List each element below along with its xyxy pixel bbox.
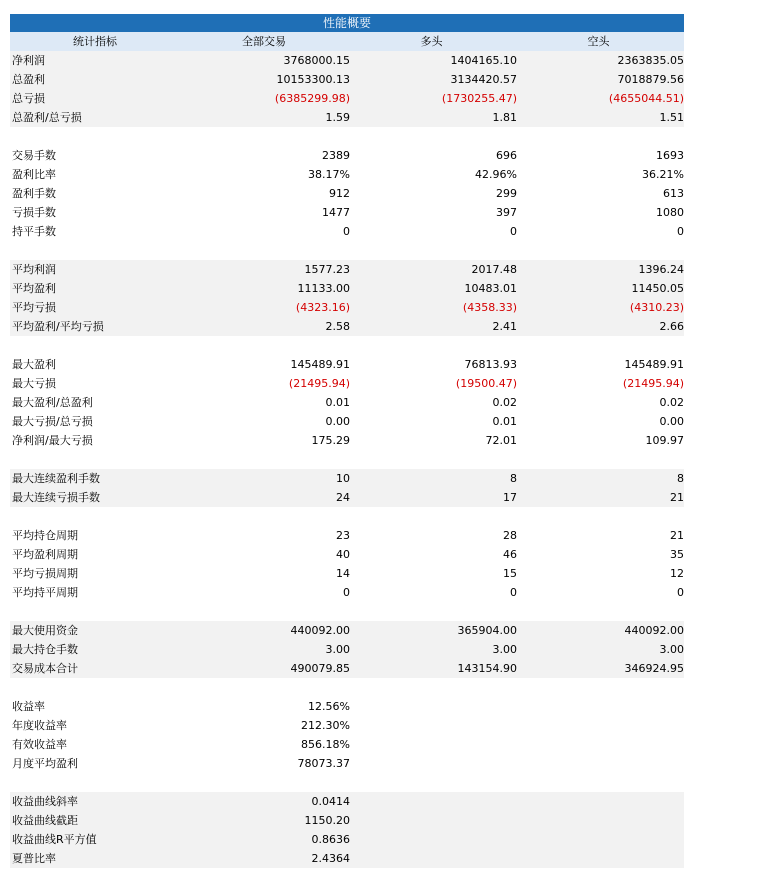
short-value [517,830,684,849]
all-trades-value: 0.00 [325,415,350,428]
table-row [10,849,684,868]
table-row [10,70,684,89]
spacer-row [10,507,684,526]
table-row [10,545,684,564]
short-value: 109.97 [645,434,684,447]
long-value: 42.96% [475,168,517,181]
all-trades-value: 0 [343,586,350,599]
row-label: 有效收益率 [12,738,67,751]
table-row [10,393,684,412]
all-trades-value: 0 [343,225,350,238]
short-value [517,849,684,868]
all-trades-value: 1477 [322,206,350,219]
header-all-trades: 全部交易 [242,35,286,48]
row-label: 持平手数 [12,225,56,238]
long-value: 2.41 [492,320,517,333]
short-value: (4655044.51) [608,92,684,105]
long-value: 76813.93 [464,358,517,371]
table-row [10,735,684,754]
all-trades-value: 175.29 [311,434,350,447]
row-label: 平均亏损 [12,301,56,314]
row-label: 最大盈利 [12,358,56,371]
table-row [10,488,684,507]
table-row [10,89,684,108]
row-label: 平均盈利 [12,282,56,295]
long-value [350,735,517,754]
long-value: 0 [510,586,517,599]
short-value [517,735,684,754]
long-value: 8 [510,472,517,485]
all-trades-value: 0.01 [325,396,350,409]
row-label: 总亏损 [12,92,45,105]
table-row [10,260,684,279]
row-label: 净利润 [12,54,45,67]
short-value: 21 [670,491,684,504]
all-trades-value: 145489.91 [290,358,350,371]
short-value: 145489.91 [624,358,684,371]
all-trades-value: 1150.20 [304,814,350,827]
table-row [10,146,684,165]
all-trades-value: (6385299.98) [274,92,350,105]
row-label: 收益率 [12,700,45,713]
all-trades-value: 0.0414 [311,795,350,808]
long-value: 397 [496,206,517,219]
table-row [10,621,684,640]
all-trades-value: 3.00 [325,643,350,656]
all-trades-value: 440092.00 [290,624,350,637]
all-trades-value: 24 [336,491,350,504]
table-row [10,317,684,336]
short-value: 11450.05 [631,282,684,295]
long-value [350,849,517,868]
all-trades-value: 0.8636 [311,833,350,846]
row-label: 盈利手数 [12,187,56,200]
short-value: 1693 [656,149,684,162]
spacer-row [10,602,684,621]
spacer-row [10,773,684,792]
all-trades-value: 40 [336,548,350,561]
all-trades-value: 14 [336,567,350,580]
all-trades-value: 1.59 [325,111,350,124]
long-value: 72.01 [485,434,517,447]
all-trades-value: 1577.23 [304,263,350,276]
long-value [350,716,517,735]
short-value [517,792,684,811]
all-trades-value: 212.30% [301,719,350,732]
short-value: 0 [677,586,684,599]
table-row [10,830,684,849]
row-label: 最大连续亏损手数 [12,491,100,504]
spacer-row [10,127,684,146]
all-trades-value: 78073.37 [297,757,350,770]
row-label: 总盈利/总亏损 [12,111,82,124]
short-value: 3.00 [659,643,684,656]
short-value: 35 [670,548,684,561]
all-trades-value: 912 [329,187,350,200]
all-trades-value: 11133.00 [297,282,350,295]
long-value: 0.02 [492,396,517,409]
table-row [10,108,684,127]
long-value: (1730255.47) [441,92,517,105]
table-row [10,754,684,773]
short-value: 36.21% [642,168,684,181]
row-label: 亏损手数 [12,206,56,219]
header-metric: 统计指标 [73,35,117,48]
spacer-row [10,241,684,260]
short-value [517,716,684,735]
long-value: 3.00 [492,643,517,656]
row-label: 平均盈利/平均亏损 [12,320,104,333]
all-trades-value: (4323.16) [295,301,350,314]
table-row [10,165,684,184]
short-value: 440092.00 [624,624,684,637]
performance-summary-table [10,14,684,868]
table-row [10,355,684,374]
row-label: 收益曲线R平方值 [12,833,97,846]
spacer-row [10,336,684,355]
all-trades-value: (21495.94) [288,377,350,390]
table-row [10,298,684,317]
short-value: 2.66 [659,320,684,333]
short-value [517,697,684,716]
long-value: 0 [510,225,517,238]
long-value: (19500.47) [455,377,517,390]
row-label: 盈利比率 [12,168,56,181]
row-label: 最大亏损/总亏损 [12,415,93,428]
table-title: 性能概要 [10,14,684,32]
spacer-row [10,450,684,469]
row-label: 总盈利 [12,73,45,86]
table-row [10,526,684,545]
long-value: 28 [503,529,517,542]
short-value: (4310.23) [629,301,684,314]
long-value: 17 [503,491,517,504]
long-value: 143154.90 [457,662,517,675]
short-value: (21495.94) [622,377,684,390]
short-value [517,754,684,773]
all-trades-value: 2.4364 [311,852,350,865]
table-row [10,716,684,735]
row-label: 平均持仓周期 [12,529,78,542]
long-value: 365904.00 [457,624,517,637]
all-trades-value: 856.18% [301,738,350,751]
short-value: 346924.95 [624,662,684,675]
long-value [350,830,517,849]
table-row [10,583,684,602]
table-row [10,374,684,393]
all-trades-value: 2389 [322,149,350,162]
row-label: 夏普比率 [12,852,56,865]
column-header-row [10,32,684,51]
long-value: 46 [503,548,517,561]
row-label: 最大使用资金 [12,624,78,637]
table-row [10,279,684,298]
row-label: 最大盈利/总盈利 [12,396,93,409]
table-row [10,564,684,583]
table-row [10,431,684,450]
all-trades-value: 12.56% [308,700,350,713]
row-label: 平均持平周期 [12,586,78,599]
all-trades-value: 10 [336,472,350,485]
row-label: 平均盈利周期 [12,548,78,561]
all-trades-value: 38.17% [308,168,350,181]
long-value: 10483.01 [464,282,517,295]
header-long: 多头 [420,35,443,48]
row-label: 收益曲线斜率 [12,795,78,808]
row-label: 交易成本合计 [12,662,78,675]
table-row [10,222,684,241]
table-row [10,811,684,830]
row-label: 净利润/最大亏损 [12,434,93,447]
all-trades-value: 10153300.13 [276,73,350,86]
row-label: 最大连续盈利手数 [12,472,100,485]
long-value: 696 [496,149,517,162]
table-row [10,412,684,431]
short-value: 613 [663,187,684,200]
row-label: 年度收益率 [12,719,67,732]
table-row [10,697,684,716]
all-trades-value: 3768000.15 [283,54,350,67]
table-row [10,51,684,70]
short-value: 8 [677,472,684,485]
short-value: 12 [670,567,684,580]
row-label: 月度平均盈利 [12,757,78,770]
table-body [10,51,684,868]
long-value: 1404165.10 [450,54,517,67]
row-label: 平均利润 [12,263,56,276]
long-value [350,697,517,716]
long-value [350,811,517,830]
short-value: 1.51 [659,111,684,124]
long-value: 1.81 [492,111,517,124]
short-value: 0.00 [659,415,684,428]
short-value: 0 [677,225,684,238]
short-value: 21 [670,529,684,542]
short-value: 7018879.56 [617,73,684,86]
row-label: 收益曲线截距 [12,814,78,827]
table-row [10,184,684,203]
short-value: 1080 [656,206,684,219]
short-value [517,811,684,830]
all-trades-value: 2.58 [325,320,350,333]
row-label: 最大亏损 [12,377,56,390]
row-label: 最大持仓手数 [12,643,78,656]
row-label: 交易手数 [12,149,56,162]
short-value: 2363835.05 [617,54,684,67]
long-value: 0.01 [492,415,517,428]
table-row [10,469,684,488]
table-row [10,792,684,811]
header-short: 空头 [587,35,610,48]
all-trades-value: 23 [336,529,350,542]
long-value: 15 [503,567,517,580]
long-value [350,754,517,773]
table-row [10,203,684,222]
spacer-row [10,678,684,697]
row-label: 平均亏损周期 [12,567,78,580]
long-value [350,792,517,811]
long-value: (4358.33) [462,301,517,314]
table-row [10,659,684,678]
table-row [10,640,684,659]
all-trades-value: 490079.85 [290,662,350,675]
long-value: 299 [496,187,517,200]
long-value: 3134420.57 [450,73,517,86]
short-value: 0.02 [659,396,684,409]
long-value: 2017.48 [471,263,517,276]
short-value: 1396.24 [638,263,684,276]
